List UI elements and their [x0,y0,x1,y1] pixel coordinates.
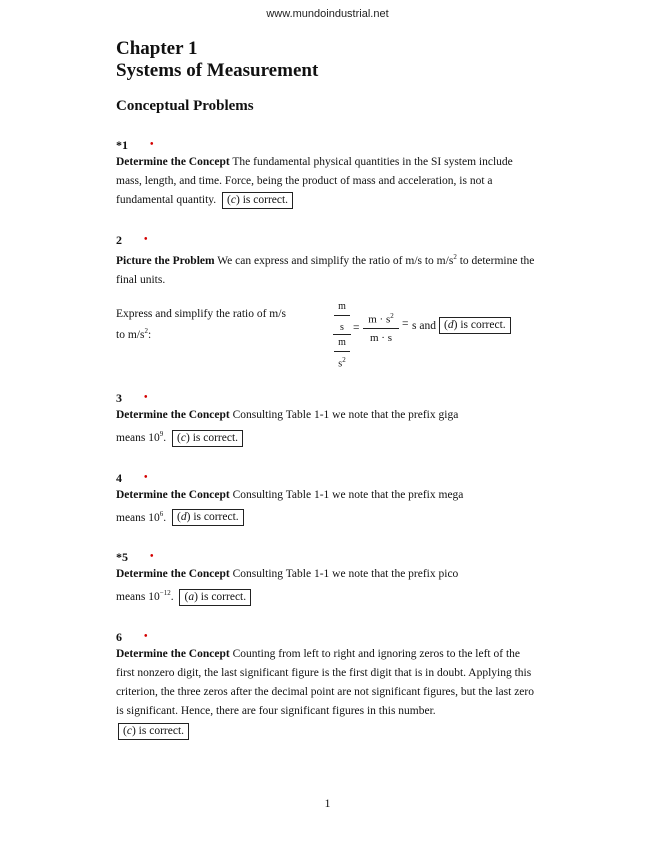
answer-letter: c [180,431,186,444]
chapter-title: Systems of Measurement [116,60,319,81]
answer-text: is correct. [239,194,289,206]
difficulty-bullet-icon: • [144,471,148,483]
answer-letter: a [188,591,195,604]
answer-box: (c) is correct. [172,430,243,447]
difficulty-bullet-icon: • [144,391,148,403]
middle-fraction: $m \cdot s^2$ m · s [363,311,399,344]
answer-text: is correct. [457,318,506,331]
problem-text: We can express and simplify the ratio of m/s to m/s [214,254,454,267]
problem-6 [116,630,536,741]
problem-lead: Picture the Problem [116,254,215,267]
answer-box: (d) is correct. [439,317,511,334]
page-number: 1 [324,796,331,810]
difficulty-bullet-icon: • [150,139,154,150]
problem-5: *5 • Determine the Concept Consulting Table 1-1 we note that the prefix pico means $10^{-12}$. (a) is correct. [116,550,536,607]
problem-3: 3 • Determine the Concept Consulting Table 1-1 we note that the prefix giga means $10^9$. (c) is correct. [116,391,536,448]
compound-fraction [334,301,350,369]
answer-box: (a) is correct. [179,589,251,606]
equation-row [116,300,536,370]
fraction-numerator-bottom: s [340,321,344,333]
answer-box: (c) is correct. [222,192,293,209]
fraction-numerator-top: m [338,300,346,312]
chapter-number: Chapter 1 [116,38,198,59]
equation [334,300,544,370]
problem-4: 4 • Determine the Concept Consulting Table 1-1 we note that the prefix mega means $10^6$. (d) is correct. [116,471,536,528]
fraction-denominator-bottom: $s^2$ [338,355,346,370]
problem-lead: Determine the Concept [116,568,230,581]
problem-lead: Determine the Concept [116,156,230,168]
fraction-denominator-top: m [338,336,346,348]
problem-number: 4 [116,470,122,485]
answer-box-wrap [436,317,511,334]
answer-letter: c [230,194,236,206]
equation-result: s and [412,319,436,332]
exponent: 9 [159,429,164,438]
problem-text: Consulting Table 1-1 we note that the prefix pico means 10 [116,568,459,604]
exponent: 6 [159,509,164,518]
equals-sign: = [353,321,360,334]
problem-text-end: to determine the final units. [116,254,535,286]
answer-text: is correct. [197,591,247,604]
superscript: 2 [453,253,457,261]
problem-number: 2 [116,233,122,247]
problem-text: Consulting Table 1-1 we note that the prefix giga means 10 [116,408,459,444]
answer-letter: d [180,511,187,524]
problem-text: Consulting Table 1-1 we note that the prefix mega means 10 [116,488,464,524]
difficulty-bullet-icon: • [144,234,148,245]
chapter-heading [116,38,536,82]
page-content [116,38,536,741]
problem-text: The fundamental physical quantities in the SI system include mass, length, and time. Force, being the product of mass and acceleration, is not a fundamental quantity. [116,156,513,206]
exponent: −12 [159,589,171,598]
answer-box: (d) is correct. [172,509,244,526]
problem-lead: Determine the Concept [116,408,230,421]
problem-number: *5 [116,550,128,565]
answer-text: is correct. [190,511,239,524]
difficulty-bullet-icon: • [150,551,154,563]
problem-text: Counting from left to right and ignoring zeros to the left of the first nonzero digit, the last significant figure is the first digit that is in doubt. Applying this criterion, the three zeros after the decimal point are not significant figures, but the last zero is significant. Hence, there are four significant figures in this number. [116,648,534,718]
site-url[interactable]: www.mundoindustrial.net [266,8,389,20]
answer-letter: d [447,318,454,331]
equals-sign: = [402,317,409,330]
answer-box: (c) is correct. [118,723,189,740]
section-heading: Conceptual Problems [116,98,254,114]
problem-number: 3 [116,390,122,405]
equation-label: Express and simplify the ratio of m/s to $m/s^2$: [116,307,286,341]
problem-number: *1 [116,138,128,152]
answer-letter: c [126,725,132,738]
answer-text: is correct. [189,431,239,444]
difficulty-bullet-icon: • [144,631,148,643]
problem-number: 6 [116,630,122,645]
problem-lead: Determine the Concept [116,648,230,661]
problem-lead: Determine the Concept [116,488,230,501]
problem-2 [116,233,536,370]
answer-text: is correct. [135,725,185,738]
problem-1 [116,138,536,210]
